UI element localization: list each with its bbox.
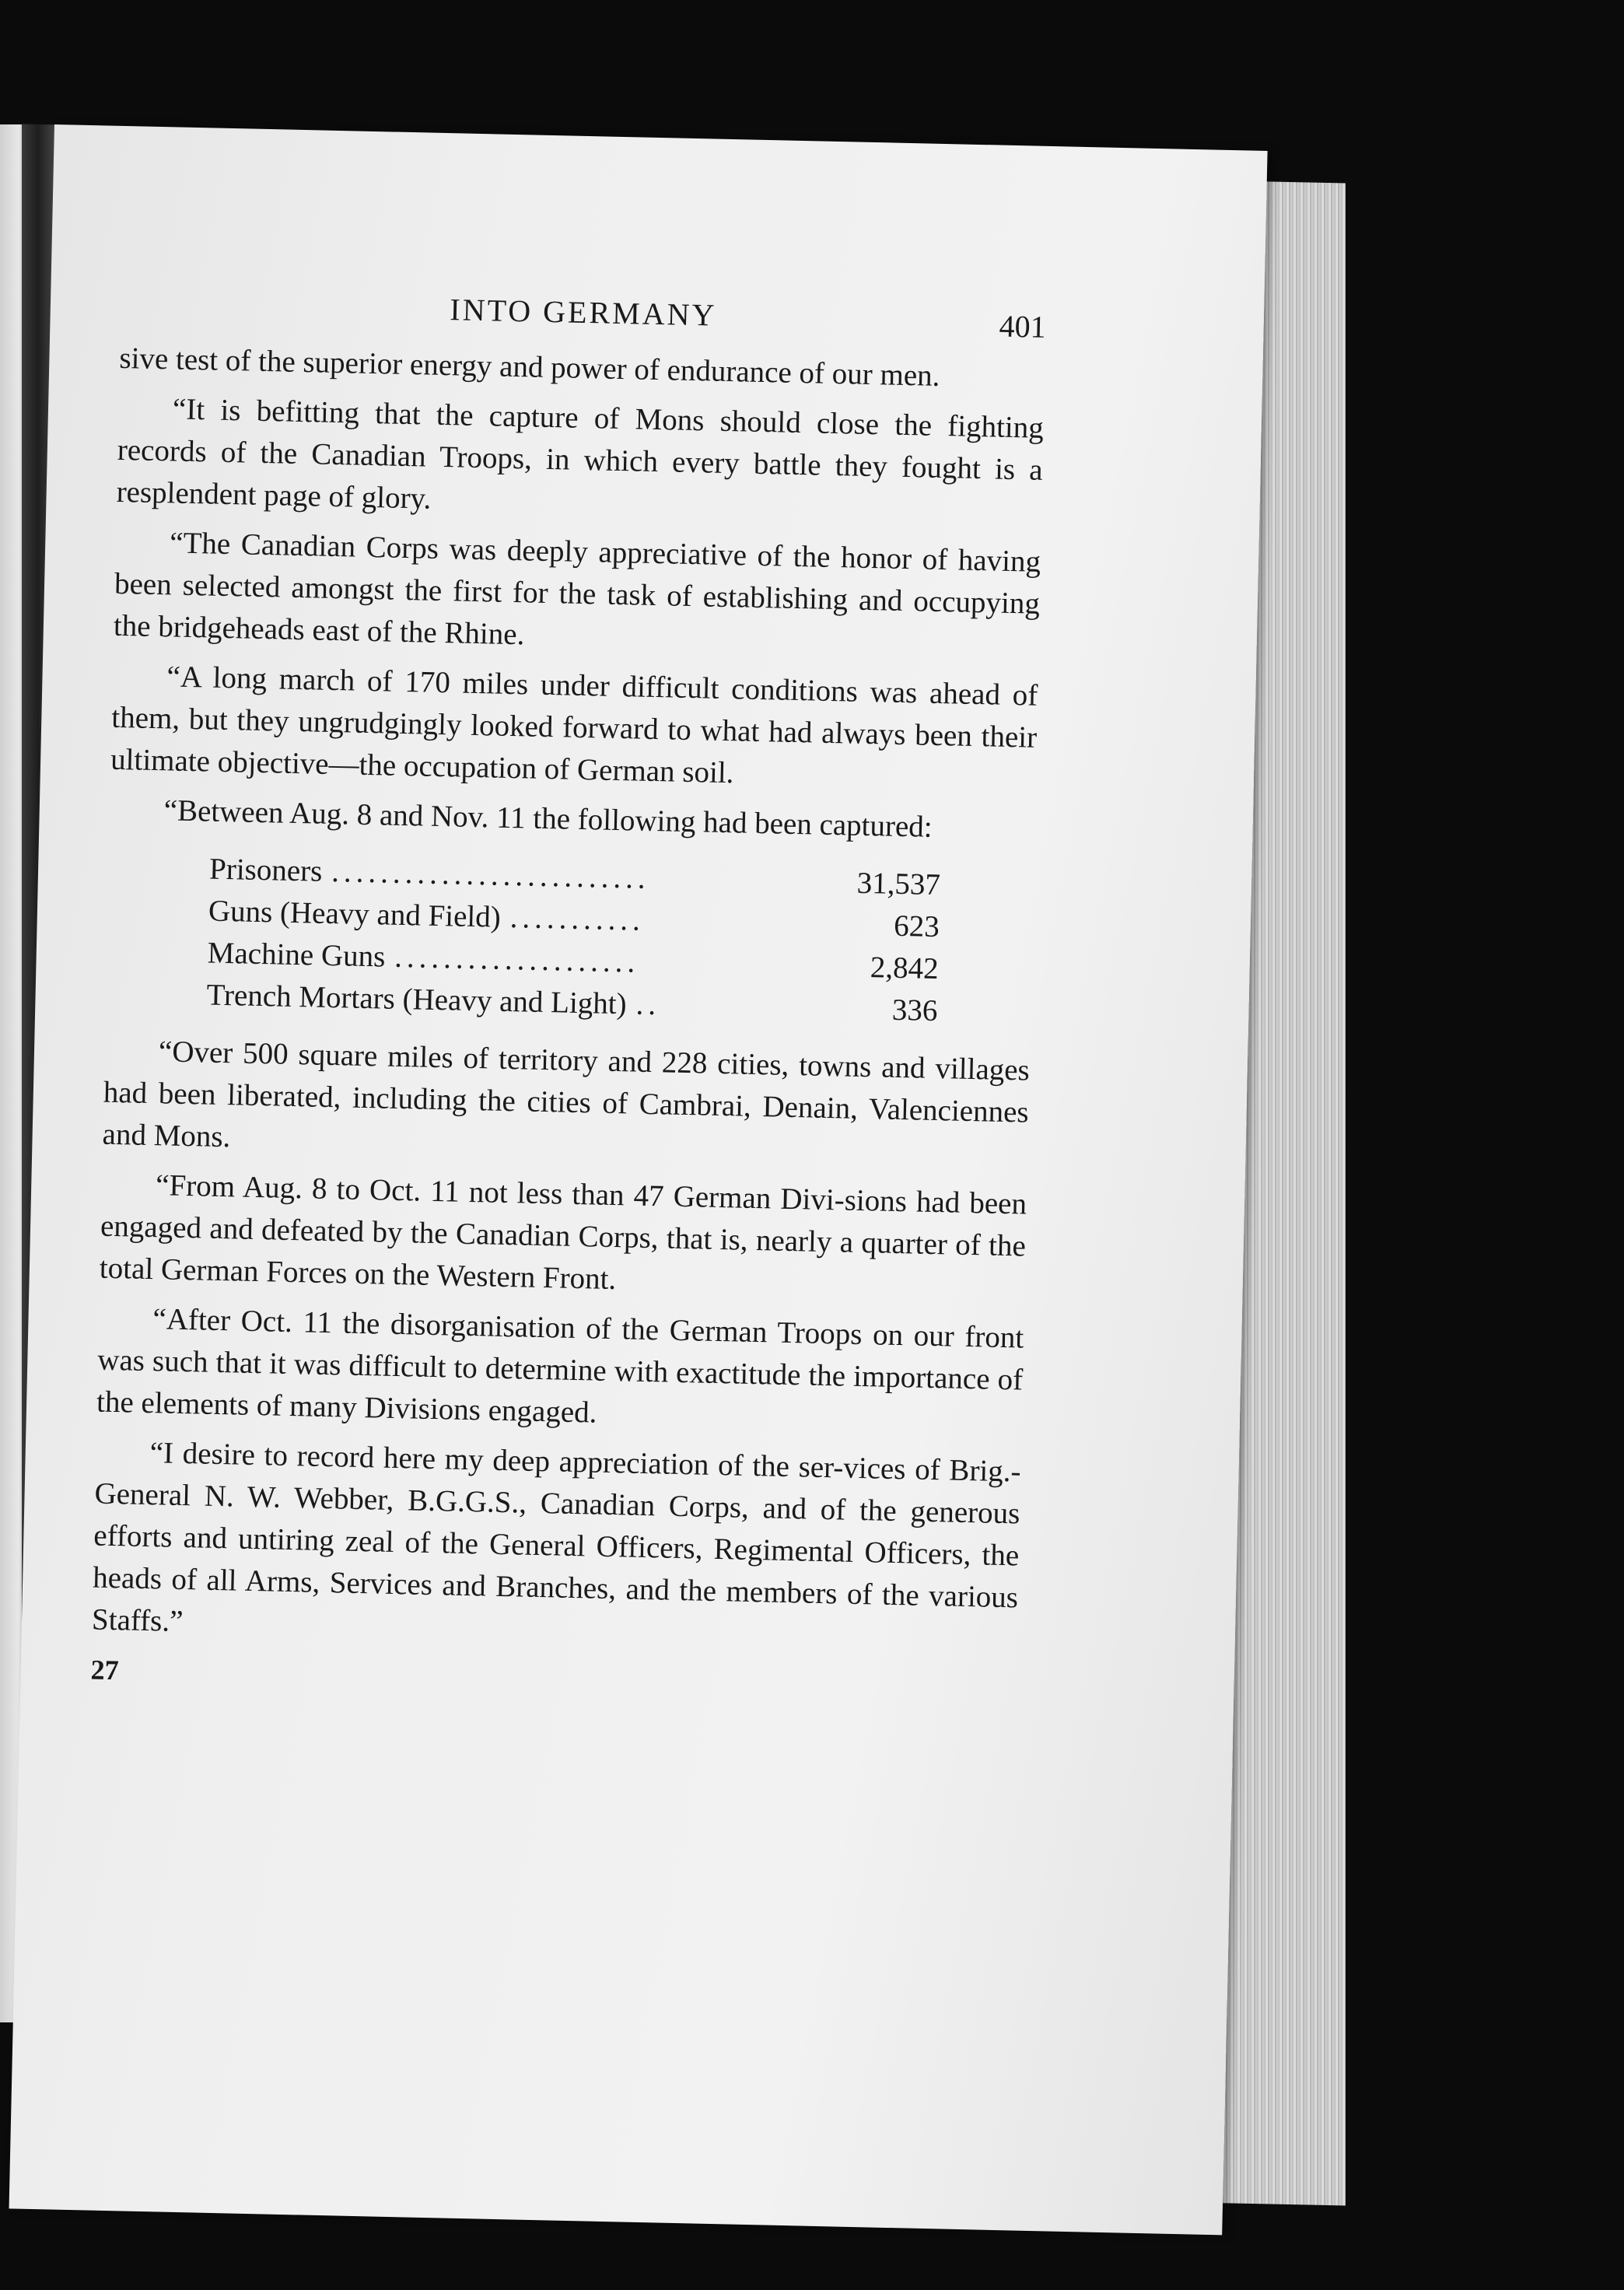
captured-count: 2,842	[870, 951, 940, 986]
paragraph: “Between Aug. 8 and Nov. 11 the following had been captured:	[163, 793, 933, 844]
captured-count: 31,537	[856, 866, 941, 902]
captured-item: Trench Mortars (Heavy and Light)	[206, 978, 628, 1021]
paragraph: “The Canadian Corps was deeply appreciative of the honor of having been selected amongst the first for the task of establishing and occupying the bridgeheads east of the Rhine.	[113, 526, 1041, 652]
paragraph: “Over 500 square miles of territory and 228 cities, towns and villages had been liberated, including the cities of Cambrai, Denain, Valenciennes and Mons.	[102, 1035, 1031, 1154]
paragraph: sive test of the superior energy and power of endurance of our men.	[118, 341, 940, 393]
dot-leader: ..........................	[331, 855, 651, 895]
running-title: INTO GERMANY	[449, 292, 717, 333]
paragraph: “I desire to record here my deep appreciation of the ser-vices of Brig.-General N. W. Webber, B.G.G.S., Canadian Corps, and of the generous efforts and untiring zeal of the General Officers, Regimental Officers, the heads of all Arms, Services and Branches, and the members of the various Staffs.”	[91, 1436, 1021, 1639]
captured-table	[206, 849, 940, 1032]
dot-leader: ...........	[509, 901, 646, 937]
dot-leader: ....................	[394, 940, 640, 979]
captured-item: Prisoners	[208, 852, 323, 888]
paragraph: “After Oct. 11 the disorganisation of the German Troops on our front was such that it was difficult to determine with exactitude the importance of the elements of many Divisions engaged.	[96, 1302, 1024, 1430]
page-text	[90, 282, 1046, 1711]
captured-item: Machine Guns	[207, 936, 386, 974]
paragraph: “It is befitting that the capture of Mons should close the fighting records of the Canadian Troops, in which every battle they fought is a resplendent page of glory.	[116, 392, 1045, 516]
captured-item: Guns (Heavy and Field)	[208, 894, 502, 934]
paragraph: “From Aug. 8 to Oct. 11 not less than 47 German Divi-sions had been engaged and defeated by the Canadian Corps, that is, nearly a quarter of the total German Forces on the Western Front.	[99, 1168, 1027, 1297]
paragraph: “A long march of 170 miles under difficult conditions was ahead of them, but they ungrudgingly looked forward to what had always been their ultimate objective—the occupation of German soil.	[110, 660, 1038, 790]
captured-count: 623	[893, 909, 940, 944]
dot-leader: ..	[635, 987, 661, 1022]
page-number: 401	[999, 308, 1047, 345]
signature-mark: 27	[90, 1654, 120, 1686]
book-page	[9, 124, 1268, 2235]
captured-count: 336	[891, 993, 938, 1028]
